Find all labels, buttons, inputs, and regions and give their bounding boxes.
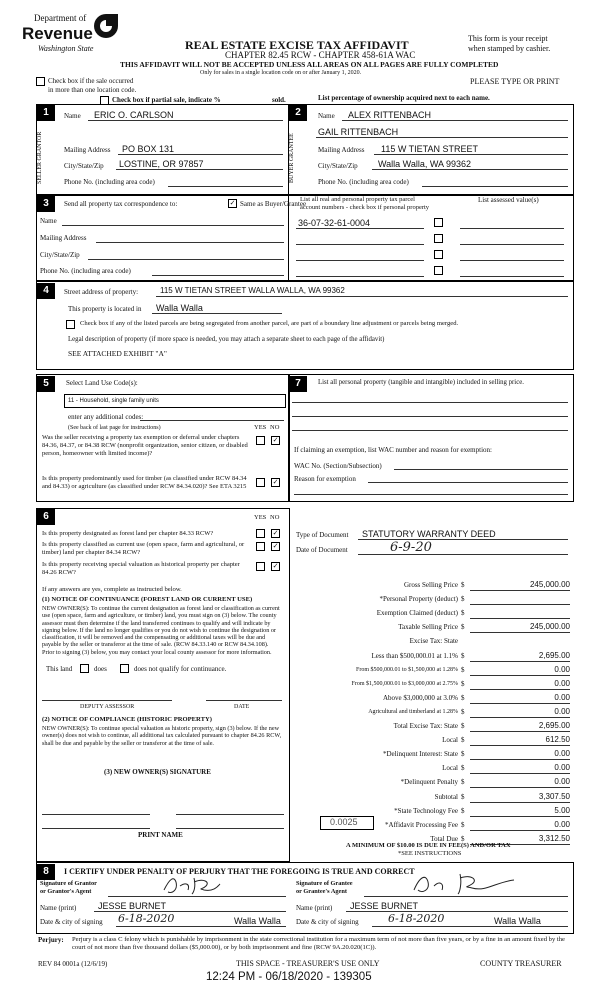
tax-row-line [470,759,570,760]
perjury-text: Perjury is a class C felony which is punishable by imprisonment in the state correctional institution for a maximum term of not more than five years, or by a fine in an amount fixed by the court of not more than five thousand dollars ($5,000.00), or by both imprisonment and fine (RCW 9A.20.020(1C)). [72,936,565,951]
s5-q1-no[interactable]: ✓ [272,436,279,444]
land-use-value: 11 - Household, single family units [68,398,159,404]
buyer-mailing-label: Mailing Address [318,146,365,154]
s6-yes-label: YES [254,514,267,521]
section-8-number: 8 [37,864,55,880]
county-treasurer: COUNTY TREASURER [480,959,562,968]
buyer-name-1[interactable]: ALEX RITTENBACH [348,110,432,120]
personal-property-label: List all personal property (tangible and intangible) included in selling price. [318,379,524,386]
tax-row-line [470,703,570,704]
s6-q3: Is this property receiving special valuation as historical property per chapter 84.26 RCW? [42,561,240,576]
tax-row-line [470,745,570,746]
tax-row-value[interactable]: 0.00 [554,820,570,829]
tax-row-line [470,689,570,690]
grantee-sig-label: Signature of Grantee or Grantee's Agent [296,880,353,895]
tax-row-currency: $ [461,821,465,829]
minimum-due: A MINIMUM OF $10.00 IS DUE IN FEE(S) AND/OR TAX [346,842,511,849]
tax-row-currency: $ [461,708,465,716]
deputy-date-label: DATE [234,704,250,710]
assessed-line-4[interactable] [460,276,564,277]
form-chapter: CHAPTER 82.45 RCW - CHAPTER 458-61A WAC [225,50,416,60]
tax-row-line [470,632,570,633]
s3-phone-line [152,275,284,276]
tax-row-label: Total Due [430,835,458,843]
personal-property-line-3[interactable] [292,430,568,431]
seller-name[interactable]: ERIC O. CARLSON [94,110,174,120]
tax-row-currency: $ [461,835,465,843]
section-7-number: 7 [289,376,307,392]
located-in-line [152,313,282,314]
personal-property-line-1[interactable] [292,402,568,403]
logo-swirl-icon [94,14,118,38]
tax-row-currency: $ [461,736,465,744]
s6-q1: Is this property designated as forest land per chapter 84.33 RCW? [42,530,214,537]
seller-mailing[interactable]: PO BOX 131 [122,144,175,154]
buyer-mailing-line [374,154,568,155]
additional-codes-label: enter any additional codes: [68,413,144,421]
s3-city-line [88,259,284,260]
buyer-city[interactable]: Walla Walla, WA 99362 [378,159,472,169]
buyer-name-line-1 [342,120,568,121]
tax-row-currency: $ [461,694,465,702]
tax-row-currency: $ [461,764,465,772]
new-owner-sig-title: (3) NEW OWNER(S) SIGNATURE [104,768,211,776]
notice2-title: (2) NOTICE OF COMPLIANCE (HISTORIC PROPERTY) [42,716,212,723]
seller-mailing-label: Mailing Address [64,146,111,154]
logo-revenue: Revenue [22,24,93,43]
grantee-date[interactable]: 6-18-2020 [388,912,445,925]
grantee-date-label: Date & city of signing [296,918,359,926]
tax-row-label: Local [442,736,458,744]
ownership-label: List percentage of ownership acquired next to each name. [318,94,490,102]
tax-row-value[interactable]: 3,307.50 [538,792,570,801]
tax-row-currency: $ [461,722,465,730]
tax-row-currency: $ [461,581,465,589]
assessed-header: List assessed value(s) [478,196,539,204]
section-6-number: 6 [37,509,55,525]
grantor-date-line [116,926,286,927]
s5-no-label: NO [270,424,280,431]
seller-city-label: City/State/Zip [64,162,104,170]
tax-row-value[interactable]: 0.00 [554,693,570,702]
grantee-name[interactable]: JESSE BURNET [350,901,419,911]
doc-type-label: Type of Document [296,531,349,539]
tax-row-label: Excise Tax: State [409,637,458,645]
tax-row-label: *Delinquent Interest: State [382,750,458,758]
tax-row-line [470,618,570,619]
tax-row-label: *Affidavit Processing Fee [385,821,458,829]
tax-row-currency: $ [461,750,465,758]
tax-row-label: From $500,000.01 to $1,500,000 at 1.28% [356,667,458,673]
print-name-line-2[interactable] [176,828,284,829]
s5-q2-yes[interactable] [256,478,265,487]
buyer-name-line-2 [316,137,568,138]
s6-q3-yes[interactable] [256,562,265,571]
grantor-date[interactable]: 6-18-2020 [118,912,175,925]
tax-row-line [470,830,570,831]
tax-row-line [470,661,570,662]
multi-location-label-1: Check box if the sale occurred [48,77,134,85]
tax-row-line [470,787,570,788]
parcels-header-2: account numbers - check box if personal property [300,204,430,211]
tax-row-line [470,675,570,676]
personal-property-checkbox-1[interactable] [434,218,443,227]
legal-description[interactable]: SEE ATTACHED EXHIBIT "A" [68,349,167,358]
s3-name-line [62,225,284,226]
deputy-assessor-label: DEPUTY ASSESSOR [80,704,135,710]
tax-row-line [470,731,570,732]
doc-date[interactable]: 6-9-20 [390,540,432,555]
tax-row-line [470,773,570,774]
tax-row-label: *State Technology Fee [394,807,458,815]
grantee-name-line [346,911,568,912]
tax-row-value[interactable]: 3,312.50 [538,834,570,843]
seller-name-label: Name [64,112,81,120]
parcels-header-1: List all real and personal property tax parcel [300,196,415,203]
notice1-title: (1) NOTICE OF CONTINUANCE (FOREST LAND OR CURRENT USE) [42,596,253,603]
buyer-phone-line [422,186,568,187]
logo-state: Washington State [38,44,94,53]
print-name-line-1[interactable] [42,828,150,829]
s3-mailing-line [96,242,284,243]
tax-row-value[interactable]: 0.00 [554,665,570,674]
does-label: does [94,665,107,673]
grantor-date-label: Date & city of signing [40,918,103,926]
street-address-label: Street address of property: [64,288,139,296]
tax-row-label: *Personal Property (deduct) [379,595,458,603]
exemption-label: If claiming an exemption, list WAC number and reason for exemption: [294,446,492,454]
s6-q2-yes[interactable] [256,542,265,551]
seller-phone-line [168,186,283,187]
does-checkbox[interactable] [80,664,89,673]
tax-row-value[interactable]: 2,695.00 [538,651,570,660]
located-in[interactable]: Walla Walla [156,303,203,313]
tax-row-currency: $ [461,595,465,603]
same-as-buyer-checkbox[interactable]: ✓ [229,199,236,207]
tax-row-currency: $ [461,609,465,617]
same-as-buyer-label: Same as Buyer/Grantee [240,200,307,208]
segregated-label: Check box if any of the listed parcels are being segregated from another parcel, are part of a boundary line adjustment or parcels being merged. [80,320,459,327]
s6-q1-no[interactable]: ✓ [272,529,279,537]
s5-q2-no[interactable]: ✓ [272,478,279,486]
tax-row-value[interactable]: 0.00 [554,763,570,772]
s3-name-label: Name [40,217,57,225]
personal-property-line-2[interactable] [292,416,568,417]
parcel-line-3 [296,260,424,261]
please-type: PLEASE TYPE OR PRINT [470,77,560,86]
tax-row-label: Above $3,000,000 at 3.0% [382,694,458,702]
additional-codes-line[interactable] [140,420,284,421]
reason-line-2[interactable] [294,494,568,495]
grantor-name-label: Name (print) [40,904,77,912]
tax-row-label: Exemption Claimed (deduct) [376,609,458,617]
receipt-stamp: 12:24 PM - 06/18/2020 - 139305 [206,971,372,983]
see-instructions: *SEE INSTRUCTIONS [398,850,462,857]
partial-sale-label: Check box if partial sale, indicate % [112,96,221,104]
seller-city[interactable]: LOSTINE, OR 97857 [119,159,204,169]
tax-row-line [470,802,570,803]
s5-yes-label: YES [254,424,267,431]
section-4-number: 4 [37,283,55,299]
assessed-line-2[interactable] [460,244,564,245]
deputy-assessor-line[interactable] [42,700,172,701]
personal-property-checkbox-2[interactable] [434,234,443,243]
notice2-body: NEW OWNER(S): To continue special valuation as historic property, sign (3) below. If the new owner(s) does not wish to continue, all additional tax calculated pursuant to chapter 84.26 RCW, shall be due and payable by the seller or transferor at the time of sale. [42,725,282,747]
send-correspondence-label: Send all property tax correspondence to: [64,200,178,208]
grantor-sig-label: Signature of Grantor or Grantor's Agent [40,880,97,895]
print-name-label: PRINT NAME [138,831,183,839]
tax-row-currency: $ [461,807,465,815]
tax-row-label: From $1,500,000.01 to $3,000,000 at 2.75% [351,681,458,687]
tax-row-value[interactable]: 612.50 [545,735,570,744]
s5-q2: Is this property predominantly used for timber (as classified under RCW 84.34 and 84.33) or agriculture (as classified under RCW 84.34.020)? See ETA 3215 [42,475,247,490]
tax-row-label: Local [442,764,458,772]
notice1-body: NEW OWNER(S): To continue the current designation as forest land or classification as current use (open space, farm and agriculture, or timber) land, you must sign on (3) below. The county assessor must then determine if the land transferred continues to qualify and will indicate by signing below. If the land no longer qualifies or you do not wish to continue the designation or classification, it will be removed and the compensating or additional taxes will be due and payable by the seller or transferor at the time of sale. (RCW 84.33.140 or RCW 84.34.108). Prior to signing (3) below, you may contact your local county assessor for more information. [42,605,280,656]
s3-mailing-label: Mailing Address [40,234,87,242]
this-land-label: This land [46,665,73,673]
tax-row-value[interactable]: 0.00 [554,679,570,688]
buyer-name-label: Name [318,112,335,120]
tax-row-currency: $ [461,680,465,688]
grantee-name-label: Name (print) [296,904,333,912]
doc-date-line [358,554,568,555]
parcel-line-1 [296,228,424,229]
grantor-signature[interactable] [160,872,240,898]
grantee-signature[interactable] [410,870,520,898]
tax-row-line [470,604,570,605]
tax-row-currency: $ [461,793,465,801]
section-2-number: 2 [289,105,307,121]
new-owner-sig-line-2[interactable] [176,814,284,815]
land-use-label: Select Land Use Code(s): [66,379,138,387]
tax-row-label: Gross Selling Price [403,581,458,589]
tax-row-value[interactable]: 0.00 [554,749,570,758]
tax-row-label: Total Excise Tax: State [393,722,458,730]
buyer-mailing[interactable]: 115 W TIETAN STREET [381,144,479,154]
section-5-number: 5 [37,376,55,392]
tax-row-line [470,590,570,591]
tax-row-value[interactable]: 5.00 [554,806,570,815]
grantee-date-line [372,926,568,927]
deputy-date-line[interactable] [206,700,282,701]
reason-label: Reason for exemption [294,475,356,483]
buyer-phone-label: Phone No. (including area code) [318,178,409,186]
s6-if-yes: If any answers are yes, complete as instructed below. [42,586,182,593]
doc-type[interactable]: STATUTORY WARRANTY DEED [362,529,496,539]
s6-q3-no[interactable]: ✓ [272,562,279,570]
seller-name-line [88,120,283,121]
receipt-note-2: when stamped by cashier. [468,44,551,53]
tax-row-line [470,816,570,817]
seller-city-line [116,169,283,170]
grantor-city[interactable]: Walla Walla [234,916,281,926]
wac-line[interactable] [394,469,568,470]
does-not-checkbox[interactable] [120,664,129,673]
local-rate: 0.0025 [330,817,358,827]
seller-phone-label: Phone No. (including area code) [64,178,155,186]
new-owner-sig-line-1[interactable] [42,814,150,815]
tax-row-value[interactable]: 245,000.00 [529,622,570,631]
street-address[interactable]: 115 W TIETAN STREET WALLA WALLA, WA 99362 [160,286,345,295]
street-address-line [156,296,568,297]
tax-row-currency: $ [461,666,465,674]
s6-q2: Is this property classified as current use (open space, farm and agricultural, or timber) land per chapter 84.34 RCW? [42,541,245,556]
s3-city-label: City/State/Zip [40,251,80,259]
form-title: REAL ESTATE EXCISE TAX AFFIDAVIT [185,38,409,52]
dor-logo [12,12,122,60]
tax-row-currency: $ [461,652,465,660]
s5-q1: Was the seller receiving a property tax exemption or deferral under chapters 84.36, 84.37, or 84.38 RCW (nonprofit organization, senior citizen, or disabled person, homeowner with limited income)? [42,434,248,457]
tax-row-value[interactable]: 0.00 [554,777,570,786]
multi-location-label-2: in more than one location code. [48,86,137,94]
legal-description-label: Legal description of property (if more space is needed, you may attach a separate sheet to each page of the affidavit) [68,336,385,343]
see-back-label: (See back of last page for instructions) [68,425,161,431]
buyer-grantee-label: BUYER GRANTEE [289,133,295,183]
tax-row-value[interactable]: 0.00 [554,707,570,716]
grantor-name[interactable]: JESSE BURNET [98,901,167,911]
section-3-number: 3 [37,196,55,212]
tax-row-label: Agricultural and timberland at 1.28% [368,709,458,715]
form-subwarning: Only for sales in a single location code on or after January 1, 2020. [200,70,362,76]
sold-label: sold. [272,96,286,104]
s3-phone-label: Phone No. (including area code) [40,267,131,275]
grantee-city[interactable]: Walla Walla [494,916,541,926]
tax-row-label: Subtotal [434,793,458,801]
located-in-label: This property is located in [68,305,142,313]
personal-property-checkbox-3[interactable] [434,250,443,259]
s6-q1-yes[interactable] [256,529,265,538]
perjury-label: Perjury: [38,936,64,944]
parcel-number[interactable]: 36-07-32-61-0004 [298,218,371,228]
tax-row-label: *Delinquent Penalty [400,778,458,786]
assessed-line-3[interactable] [460,260,564,261]
reason-line-1[interactable] [368,482,568,483]
tax-row-currency: $ [461,778,465,786]
buyer-name-2[interactable]: GAIL RITTENBACH [318,127,399,137]
logo-dept-line: Department of [34,13,87,23]
wac-label: WAC No. (Section/Subsection) [294,462,382,470]
does-not-label: does not qualify for continuance. [134,665,227,673]
seller-grantor-label: SELLER GRANTOR [37,131,43,185]
doc-date-label: Date of Document [296,546,348,554]
treasurer-use: THIS SPACE - TREASURER'S USE ONLY [236,959,380,968]
segregated-checkbox[interactable] [66,320,75,329]
tax-row-value[interactable]: 245,000.00 [529,580,570,589]
section-1-number: 1 [37,105,55,121]
s5-q1-yes[interactable] [256,436,265,445]
assessed-line-1[interactable] [460,228,564,229]
buyer-city-line [372,169,568,170]
tax-row-currency: $ [461,623,465,631]
s6-no-label: NO [270,514,280,521]
s6-q2-no[interactable]: ✓ [272,542,279,550]
tax-row-line [470,717,570,718]
seller-mailing-line [118,154,283,155]
parcel-line-4 [296,276,424,277]
multi-location-checkbox[interactable] [36,77,45,86]
personal-property-checkbox-4[interactable] [434,266,443,275]
tax-row-value[interactable]: 2,695.00 [538,721,570,730]
buyer-city-label: City/State/Zip [318,162,358,170]
certify-statement: I CERTIFY UNDER PENALTY OF PERJURY THAT THE FOREGOING IS TRUE AND CORRECT [64,867,415,876]
form-warning: THIS AFFIDAVIT WILL NOT BE ACCEPTED UNLESS ALL AREAS ON ALL PAGES ARE FULLY COMPLETED [120,60,499,69]
tax-row-label: Less than $500,000.01 at 1.1% [371,652,458,660]
form-revision: REV 84 0001a (12/6/19) [38,960,108,968]
tax-row-label: Taxable Selling Price [398,623,458,631]
receipt-note-1: This form is your receipt [468,34,548,43]
parcel-line-2 [296,244,424,245]
